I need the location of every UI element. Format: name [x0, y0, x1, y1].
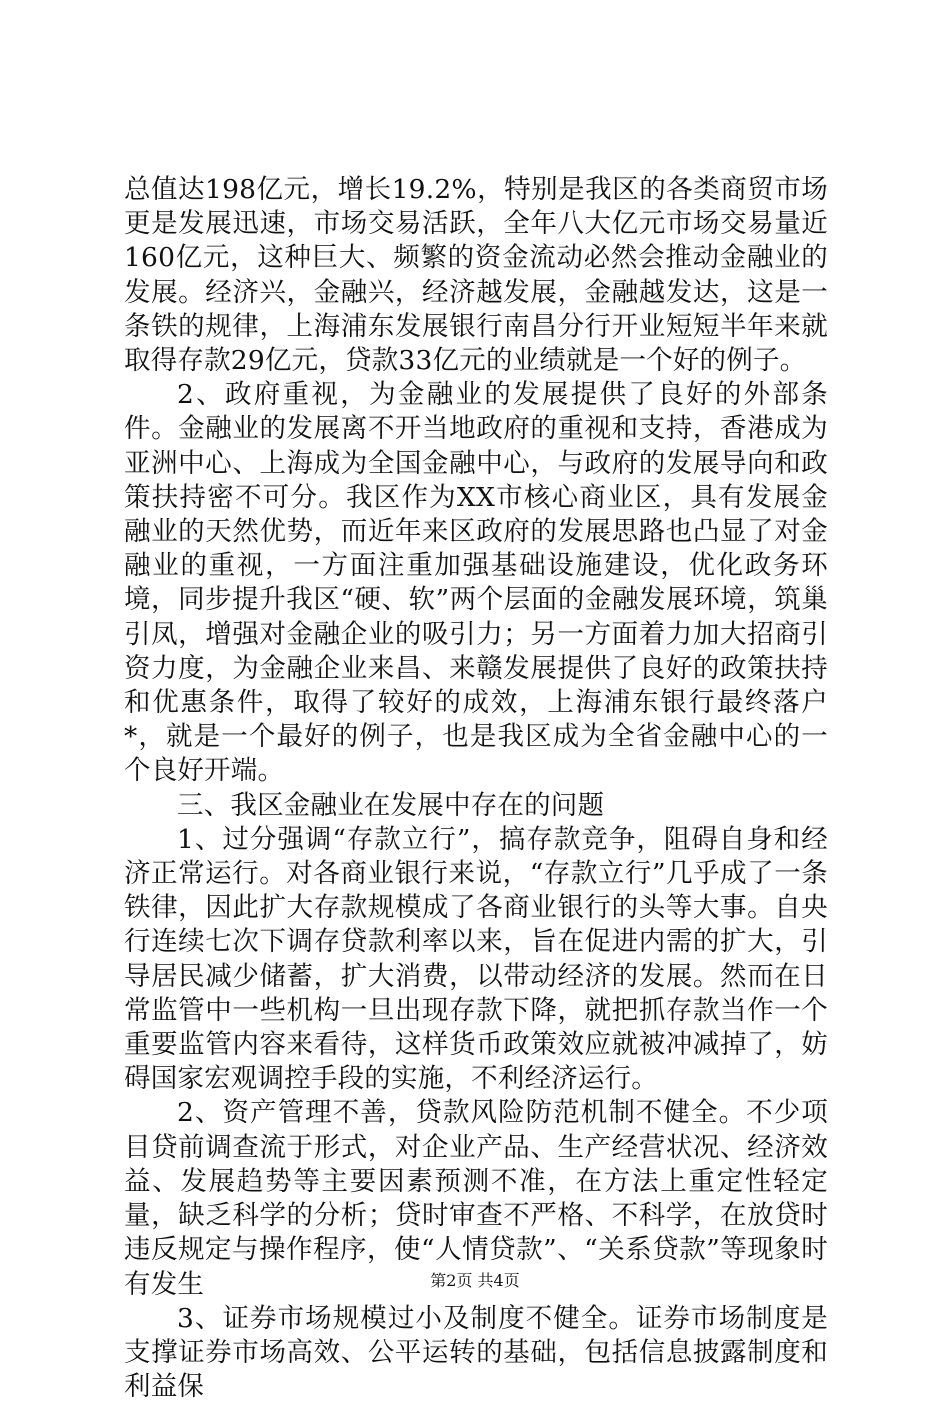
paragraph-government-support: 2、政府重视，为金融业的发展提供了良好的外部条件。金融业的发展离不开当地政府的重视和支持，香港成为亚洲中心、上海成为全国金融中心，与政府的发展导向和政策扶持密不可分。我区作为XX市核心商业区，具有发展金融业的天然优势，而近年来区政府的发展思路也凸显了对金融业的重视，一方面注重加强基础设施建设，优化政务环境，同步提升我区“硬、软”两个层面的金融发展环境，筑巢引凤，增强对金融企业的吸引力；另一方面着力加大招商引资力度，为金融企业来昌、来赣发展提供了良好的政策扶持和优惠条件，取得了较好的成效，上海浦东银行最终落户*，就是一个最好的例子，也是我区成为全省金融中心的一个良好开端。: [124, 379, 828, 787]
paragraph-securities-market: 3、证券市场规模过小及制度不健全。证券市场制度是支撑证券市场高效、公平运转的基础，包括信息披露制度和利益保: [124, 1302, 828, 1403]
section-heading-problems: 三、我区金融业在发展中存在的问题: [177, 789, 605, 821]
document-body: [124, 173, 828, 1404]
paragraph-asset-management: 2、资产管理不善，贷款风险防范机制不健全。不少项目贷前调查流于形式，对企业产品、生产经营状况、经济效益、发展趋势等主要因素预测不准，在方法上重定性轻定量，缺乏科学的分析；贷时审查不严格、不科学，在放贷时违反规定与操作程序，使“人情贷款”、“关系贷款”等现象时有发生: [124, 1097, 828, 1300]
paragraph-deposit-competition: 1、过分强调“存款立行”，搞存款竞争，阻碍自身和经济正常运行。对各商业银行来说，“存款立行”几乎成了一条铁律，因此扩大存款规模成了各商业银行的头等大事。自央行连续七次下调存贷款利率以来，旨在促进内需的扩大，引导居民减少储蓄，扩大消费，以带动经济的发展。然而在日常监管中一些机构一旦出现存款下降，就把抓存款当作一个重要监管内容来看待，这样货币政策效应就被冲减掉了，妨碍国家宏观调控手段的实施，不利经济运行。: [124, 823, 828, 1095]
paragraph-trade-growth: 总值达198亿元，增长19.2%，特别是我区的各类商贸市场更是发展迅速，市场交易活跃，全年八大亿元市场交易量近160亿元，这种巨大、频繁的资金流动必然会推动金融业的发展。经济兴，金融兴，经济越发展，金融越发达，这是一条铁的规律，上海浦东发展银行南昌分行开业短短半年来就取得存款29亿元，贷款33亿元的业绩就是一个好的例子。: [124, 174, 828, 377]
page-number-footer: 第2页 共4页: [430, 1271, 520, 1290]
